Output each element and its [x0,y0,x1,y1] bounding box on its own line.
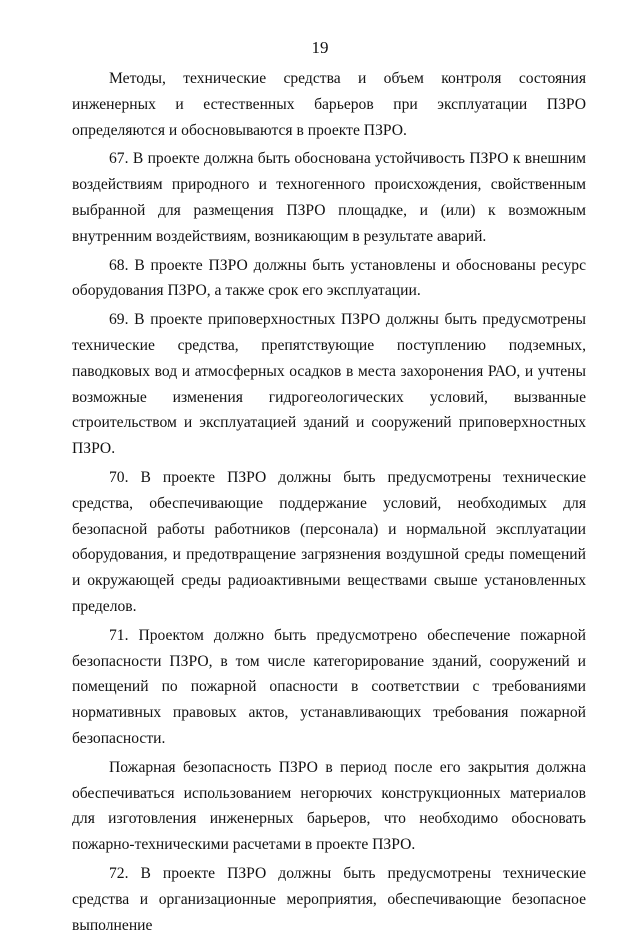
paragraph-67: 67. В проекте должна быть обоснована устойчивость ПЗРО к внешним воздействиям природного и техногенного происхождения, свойственным выбранной для размещения ПЗРО площадке, и (или) к возможным внутренним воздействиям, возникающим в результате аварий. [72,150,586,245]
paragraph-69: 69. В проекте приповерхностных ПЗРО должны быть предусмотрены технические средства, препятствующие поступлению подземных, паводковых вод и атмосферных осадков в места захоронения РАО, и учтены возможные изменения гидрогеологических условий, вызванные строительством и эксплуатацией зданий и сооружений приповерхностных ПЗРО. [72,311,586,458]
paragraph-68: 68. В проекте ПЗРО должны быть установлены и обоснованы ресурс оборудования ПЗРО, а также срок его эксплуатации. [72,256,586,300]
page-number: 19 [311,38,329,57]
paragraph-71: 71. Проектом должно быть предусмотрено обеспечение пожарной безопасности ПЗРО, в том числе категорирование зданий, сооружений и помещений по пожарной опасности в соответствии с требованиями нормативных правовых актов, устанавливающих требования пожарной безопасности. [72,626,586,747]
paragraph-70: 70. В проекте ПЗРО должны быть предусмотрены технические средства, обеспечивающие поддержание условий, необходимых для безопасной работы работников (персонала) и нормальной эксплуатации оборудования, и предотвращение загрязнения воздушной среды помещений и окружающей среды радиоактивными веществами свыше установленных пределов. [72,468,586,615]
paragraph-72: 72. В проекте ПЗРО должны быть предусмотрены технические средства и организационные мероприятия, обеспечивающие безопасное выполнение [72,864,586,934]
paragraph-fire-safety-closure: Пожарная безопасность ПЗРО в период после его закрытия должна обеспечиваться использованием негорючих конструкционных материалов для изготовления инженерных барьеров, что необходимо обосновать пожарно-техническими расчетами в проекте ПЗРО. [72,758,586,854]
document-body [72,66,586,938]
paragraph-control-methods: Методы, технические средства и объем контроля состояния инженерных и естественных барьеров при эксплуатации ПЗРО определяются и обосновываются в проекте ПЗРО. [72,70,586,139]
